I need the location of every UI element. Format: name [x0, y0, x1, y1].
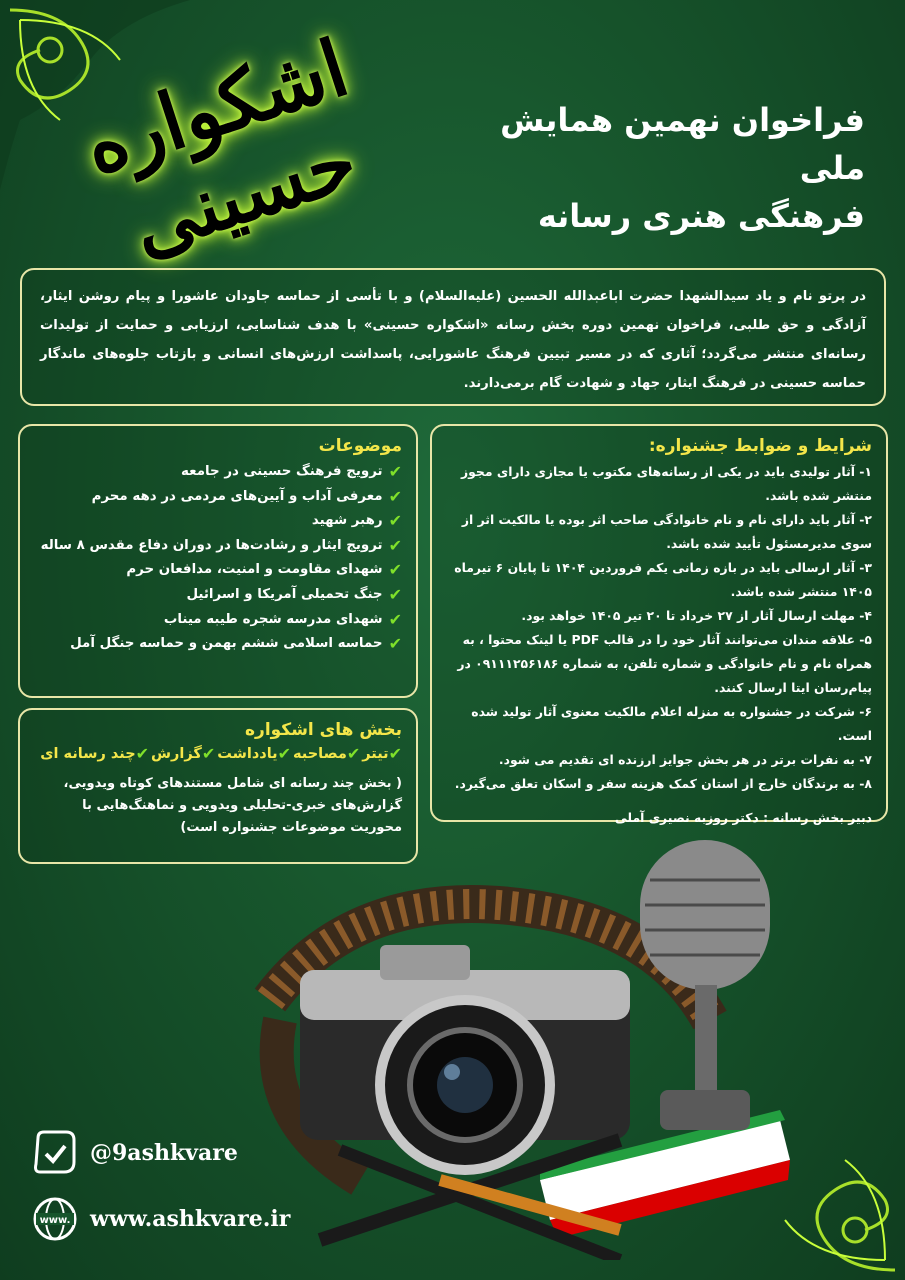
topic-item: [34, 608, 402, 633]
check-icon: ✔: [388, 486, 402, 506]
page-headline: [425, 96, 865, 240]
topic-label: رهبر شهید: [311, 513, 383, 529]
section-tag-label: مصاحبه: [293, 745, 347, 762]
rule-item: ۱- آثار تولیدی باید در یکی از رسانه‌های مکتوب یا مجازی دارای مجوز منتشر شده باشد.: [461, 464, 872, 503]
rule-item: ۴- مهلت ارسال آثار از ۲۷ خرداد تا ۲۰ تیر ۱۴۰۵ خواهد بود.: [521, 608, 872, 623]
check-icon: ✔: [388, 511, 402, 531]
topic-label: معرفی آداب و آیین‌های مردمی در دهه محرم: [91, 488, 383, 504]
rules-box: [430, 424, 888, 825]
section-tag: [217, 744, 291, 763]
secretary-credit: دبیر بخش رسانه : دکتر روزبه نصیری آملی: [614, 810, 872, 825]
check-icon: ✔: [201, 744, 216, 763]
topic-item: [34, 534, 402, 559]
section-tag: [293, 744, 360, 763]
topic-label: جنگ تحمیلی آمریکا و اسرائیل: [186, 586, 383, 602]
headline-line-2: فرهنگی هنری رسانه: [537, 197, 865, 235]
check-icon: ✔: [277, 744, 291, 763]
check-icon: ✔: [388, 609, 402, 629]
check-icon: ✔: [388, 535, 402, 555]
sections-title: بخش های اشکواره: [245, 720, 402, 740]
website-row: [30, 1194, 290, 1244]
topics-box: [18, 424, 418, 698]
check-icon: ✔: [388, 584, 402, 604]
sections-description: ( بخش چند رسانه ای شامل مستندهای کوتاه ویدویی، گزارش‌های خبری-تحلیلی ویدویی و نماهنگ‌هایی با محوریت موضوعات جشنواره است): [63, 776, 402, 835]
topic-item: [34, 558, 402, 583]
rule-item: ۷- به نفرات برتر در هر بخش جوایز ارزنده ای تقدیم می شود.: [498, 752, 872, 767]
social-handle-row: [30, 1128, 238, 1178]
topic-item: [34, 632, 402, 657]
section-tag-label: گزارش: [151, 745, 202, 762]
section-tag: [362, 744, 402, 763]
check-icon: ✔: [346, 744, 361, 763]
logo-text: اشکواره حسینی: [73, 22, 368, 274]
rules-title: شرایط و ضوابط جشنواره:: [648, 436, 872, 456]
topic-item: [34, 485, 402, 510]
headline-line-1: فراخوان نهمین همایش ملی: [500, 101, 865, 187]
topic-label: شهدای مدرسه شجره طیبه میناب: [163, 611, 383, 627]
rule-item: ۲- آثار باید دارای نام و نام خانوادگی صاحب اثر بوده یا مالکیت اثر از سوی مدیرمسئول تأیید شده باشد.: [461, 512, 872, 551]
section-tag: [151, 744, 215, 763]
section-tag-label: یادداشت: [217, 745, 278, 762]
rule-item: ۸- به برندگان خارج از استان کمک هزینه سفر و اسکان تعلق می‌گیرد.: [454, 776, 872, 791]
topic-item: [34, 460, 402, 485]
intro-text: در پرتو نام و یاد سیدالشهدا حضرت اباعبدالله الحسین (علیه‌السلام) و با تأسی از حماسه جاودان عاشورا و پیام روشن ایثار، آزادگی و حق طلبی، فراخوان نهمین دوره بخش رسانه «اشکواره حسینی» با هدف شناسایی، ارزیابی و حمایت از تولیدات رسانه‌ای منتشر می‌گردد؛ آثاری که در مسیر تبیین فرهنگ عاشورایی، پاسداشت ارزش‌های انسانی و بازتاب جلوه‌های ماندگار حماسه حسینی در فرهنگ ایثار، جهاد و شهادت گام برمی‌دارند.: [40, 289, 866, 391]
section-tag-label: چند رسانه ای: [40, 745, 136, 762]
topic-label: حماسه اسلامی ششم بهمن و حماسه جنگل آمل: [70, 636, 383, 652]
topic-item: [34, 509, 402, 534]
rule-item: ۶- شرکت در جشنواره به منزله اعلام مالکیت معنوی آثار تولید شده است.: [471, 704, 872, 743]
check-icon: ✔: [135, 744, 150, 763]
topic-label: ترویج فرهنگ حسینی در جامعه: [181, 464, 383, 479]
topic-label: ترویج ایثار و رشادت‌ها در دوران دفاع مقدس ۸ ساله: [40, 537, 383, 553]
social-handle[interactable]: @9ashkvare: [90, 1140, 238, 1166]
check-icon: ✔: [388, 634, 402, 654]
section-tags: [34, 744, 402, 763]
intro-box: [20, 268, 886, 406]
website-link[interactable]: www.ashkvare.ir: [90, 1206, 291, 1232]
rules-list: [446, 460, 872, 796]
topics-list: [34, 460, 402, 657]
rule-item: ۵- علاقه مندان می‌توانند آثار خود را در قالب PDF یا لینک محتوا ، به همراه نام و نام خانوادگی و شماره تلفن، به شماره ۰۹۱۱۱۲۵۶۱۸۶ در پیام‌رسان ایتا ارسال کنند.: [457, 632, 872, 695]
topic-label: شهدای مقاومت و امنیت، مدافعان حرم: [126, 562, 383, 578]
rule-item: ۳- آثار ارسالی باید در بازه زمانی یکم فروردین ۱۴۰۴ تا پایان ۶ تیرماه ۱۴۰۵ منتشر شده باشد.: [454, 560, 872, 599]
globe-www-icon: [30, 1194, 80, 1244]
eitaa-icon: [30, 1128, 80, 1178]
festival-logo-calligraphy: [20, 22, 440, 274]
check-icon: ✔: [388, 744, 402, 763]
check-icon: ✔: [388, 560, 402, 580]
topic-item: [34, 583, 402, 608]
section-tag-label: تیتر: [362, 745, 389, 762]
check-icon: ✔: [388, 462, 402, 481]
svg-text:www.: www.: [39, 1215, 71, 1226]
media-illustration: [240, 820, 800, 1260]
section-tag: [40, 744, 149, 763]
topics-title: موضوعات: [318, 436, 402, 456]
